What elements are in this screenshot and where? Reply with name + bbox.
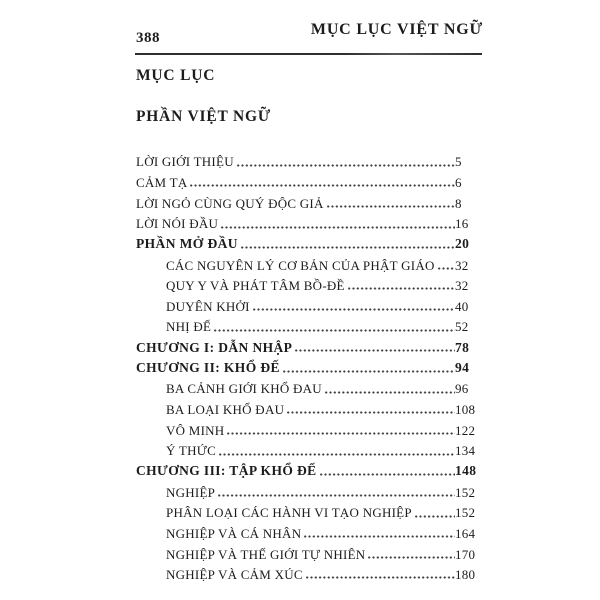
dot-leader (221, 226, 455, 229)
dot-leader (304, 535, 455, 538)
section-title: MỤC LỤC (136, 67, 216, 84)
toc-entry-label: Ý THỨC (166, 443, 216, 459)
toc-entry-page-number: 122 (455, 422, 476, 438)
dot-leader (327, 205, 455, 208)
toc-entry-page-number: 40 (455, 298, 469, 314)
toc-entry-page-number: 32 (455, 257, 469, 273)
toc-entry (136, 562, 482, 583)
toc-entry-label: CÁC NGUYÊN LÝ CƠ BẢN CỦA PHẬT GIÁO (166, 257, 435, 273)
dot-leader (241, 246, 455, 249)
toc-entry-label: VÔ MINH (166, 422, 225, 438)
toc-entry (136, 500, 482, 521)
toc-entry-label: BA CẢNH GIỚI KHỔ ĐAU (166, 381, 322, 397)
dot-leader (287, 411, 455, 414)
toc-entry-page-number: 78 (455, 339, 470, 355)
toc-entry-label: PHẦN MỞ ĐẦU (136, 236, 238, 252)
toc-entry-page-number: 16 (455, 216, 469, 232)
dot-leader (320, 473, 455, 476)
dot-leader (325, 391, 455, 394)
toc-entry (136, 211, 482, 232)
table-of-contents (136, 149, 482, 582)
dot-leader (190, 184, 455, 187)
toc-entry-page-number: 148 (455, 463, 477, 479)
toc-entry-page-number: 152 (455, 484, 476, 500)
dot-leader (295, 349, 455, 352)
toc-entry (136, 293, 482, 314)
toc-entry-page-number: 6 (455, 174, 462, 190)
dot-leader (237, 164, 455, 167)
toc-entry (136, 170, 482, 191)
toc-entry-label: CHƯƠNG III: TẬP KHỔ ĐẾ (136, 463, 317, 479)
toc-entry (136, 397, 482, 418)
toc-entry (136, 335, 482, 356)
dot-leader (306, 576, 455, 579)
toc-entry-label: CHƯƠNG I: DẪN NHẬP (136, 339, 293, 355)
toc-entry-page-number: 52 (455, 319, 469, 335)
dot-leader (368, 556, 455, 559)
toc-entry-label: LỜI GIỚI THIỆU (136, 154, 234, 170)
toc-entry (136, 314, 482, 335)
toc-entry-label: LỜI NGỎ CÙNG QUÝ ĐỘC GIẢ (136, 195, 324, 211)
toc-entry-page-number: 32 (455, 278, 469, 294)
dot-leader (214, 329, 455, 332)
toc-entry-label: NGHIỆP VÀ CÁ NHÂN (166, 525, 302, 541)
toc-entry-label: CHƯƠNG II: KHỔ ĐẾ (136, 360, 280, 376)
toc-entry (136, 417, 482, 438)
page-number-folio: 388 (136, 30, 160, 46)
toc-entry-page-number: 5 (455, 154, 462, 170)
toc-entry-label: BA LOẠI KHỔ ĐAU (166, 402, 285, 418)
dot-leader (219, 453, 455, 456)
toc-entry (136, 376, 482, 397)
dot-leader (415, 515, 455, 518)
part-title: PHẦN VIỆT NGỮ (136, 108, 271, 125)
toc-entry (136, 273, 482, 294)
toc-entry-page-number: 180 (455, 567, 476, 583)
toc-entry-label: DUYÊN KHỞI (166, 298, 250, 314)
toc-entry-label: NHỊ ĐẾ (166, 319, 212, 335)
dot-leader (253, 308, 455, 311)
dot-leader (218, 494, 455, 497)
toc-entry (136, 479, 482, 500)
toc-entry-page-number: 96 (455, 381, 469, 397)
toc-entry (136, 438, 482, 459)
toc-entry-label: NGHIỆP (166, 484, 216, 500)
toc-entry-label: NGHIỆP VÀ THẾ GIỚI TỰ NHIÊN (166, 546, 366, 562)
toc-entry-page-number: 20 (455, 236, 470, 252)
toc-entry-page-number: 152 (455, 505, 476, 521)
toc-entry-page-number: 134 (455, 443, 476, 459)
toc-entry (136, 541, 482, 562)
toc-entry (136, 252, 482, 273)
toc-entry-label: LỜI NÓI ĐẦU (136, 216, 219, 232)
dot-leader (438, 267, 455, 270)
dot-leader (283, 370, 455, 373)
toc-entry (136, 149, 482, 170)
toc-entry-page-number: 108 (455, 402, 476, 418)
toc-entry-label: CẢM TẠ (136, 174, 188, 190)
toc-entry-page-number: 8 (455, 195, 462, 211)
toc-entry (136, 459, 482, 480)
toc-entry-page-number: 170 (455, 546, 476, 562)
toc-entry (136, 355, 482, 376)
toc-entry-label: PHÂN LOẠI CÁC HÀNH VI TẠO NGHIỆP (166, 505, 412, 521)
toc-entry (136, 190, 482, 211)
toc-entry (136, 521, 482, 542)
dot-leader (227, 432, 455, 435)
toc-entry-label: QUY Y VÀ PHÁT TÂM BỒ-ĐỀ (166, 278, 345, 294)
toc-entry-page-number: 94 (455, 360, 470, 376)
running-header: MỤC LỤC VIỆT NGỮ (310, 21, 483, 38)
toc-entry (136, 232, 482, 253)
header-rule (135, 53, 482, 55)
toc-entry-page-number: 164 (455, 525, 476, 541)
dot-leader (348, 287, 455, 290)
toc-entry-label: NGHIỆP VÀ CẢM XÚC (166, 567, 303, 583)
